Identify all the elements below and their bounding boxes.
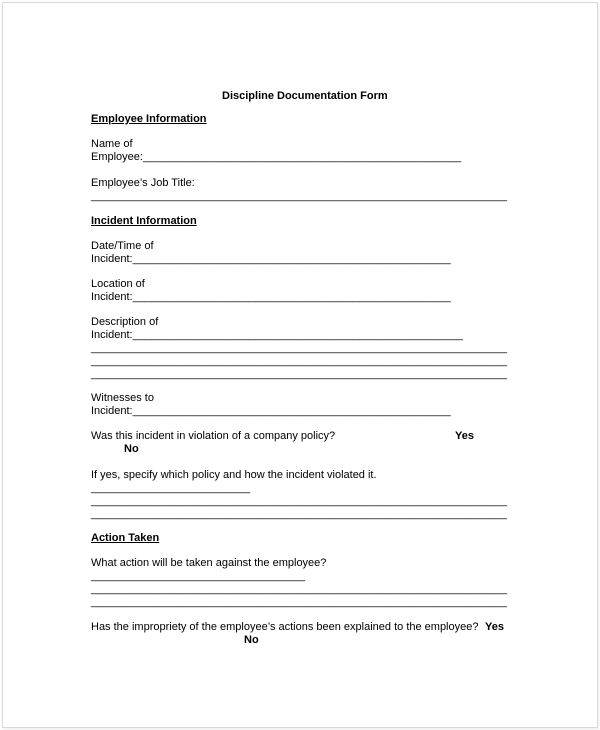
witnesses-field: Incident:____________________________________________________ xyxy=(91,405,451,417)
policy-detail-question: If yes, specify which policy and how the incident violated it. xyxy=(91,469,377,481)
incident-location-field: Incident:____________________________________________________ xyxy=(91,291,451,303)
policy-violation-no: No xyxy=(124,443,139,455)
policy-detail-line: ____________________________________________________________________ xyxy=(91,495,508,507)
witnesses-label: Witnesses to xyxy=(91,392,154,404)
policy-violation-yes: Yes xyxy=(455,430,474,442)
incident-datetime-label: Date/Time of xyxy=(91,240,154,252)
employee-section-heading: Employee Information xyxy=(91,113,207,125)
employee-name-label: Name of xyxy=(91,138,133,150)
incident-location-label: Location of xyxy=(91,278,145,290)
incident-description-label: Description of xyxy=(91,316,159,328)
action-line: ____________________________________________________________________ xyxy=(91,583,508,595)
form-title: Discipline Documentation Form xyxy=(222,90,388,102)
job-title-field: ____________________________________________________________________ xyxy=(91,190,508,202)
incident-description-line: ____________________________________________________________________ xyxy=(91,342,508,354)
job-title-label: Employee’s Job Title: xyxy=(91,177,195,189)
action-question: What action will be taken against the employee? xyxy=(91,557,327,569)
incident-section-heading: Incident Information xyxy=(91,215,197,227)
document-page xyxy=(2,2,598,728)
impropriety-yes: Yes xyxy=(485,621,504,633)
action-section-heading: Action Taken xyxy=(91,532,160,544)
policy-violation-question: Was this incident in violation of a company policy? xyxy=(91,430,336,442)
impropriety-question: Has the impropriety of the employee’s actions been explained to the employee? xyxy=(91,621,479,633)
policy-detail-line: __________________________ xyxy=(91,482,251,494)
impropriety-no: No xyxy=(244,634,259,646)
action-line: ____________________________________________________________________ xyxy=(91,596,508,608)
policy-detail-line: ____________________________________________________________________ xyxy=(91,508,508,520)
incident-description-line: ____________________________________________________________________ xyxy=(91,355,508,367)
incident-datetime-field: Incident:____________________________________________________ xyxy=(91,253,451,265)
incident-description-field: Incident:______________________________________________________ xyxy=(91,329,463,341)
employee-name-field: Employee:____________________________________________________ xyxy=(91,151,462,163)
incident-description-line: ____________________________________________________________________ xyxy=(91,368,508,380)
action-line: ___________________________________ xyxy=(91,570,306,582)
